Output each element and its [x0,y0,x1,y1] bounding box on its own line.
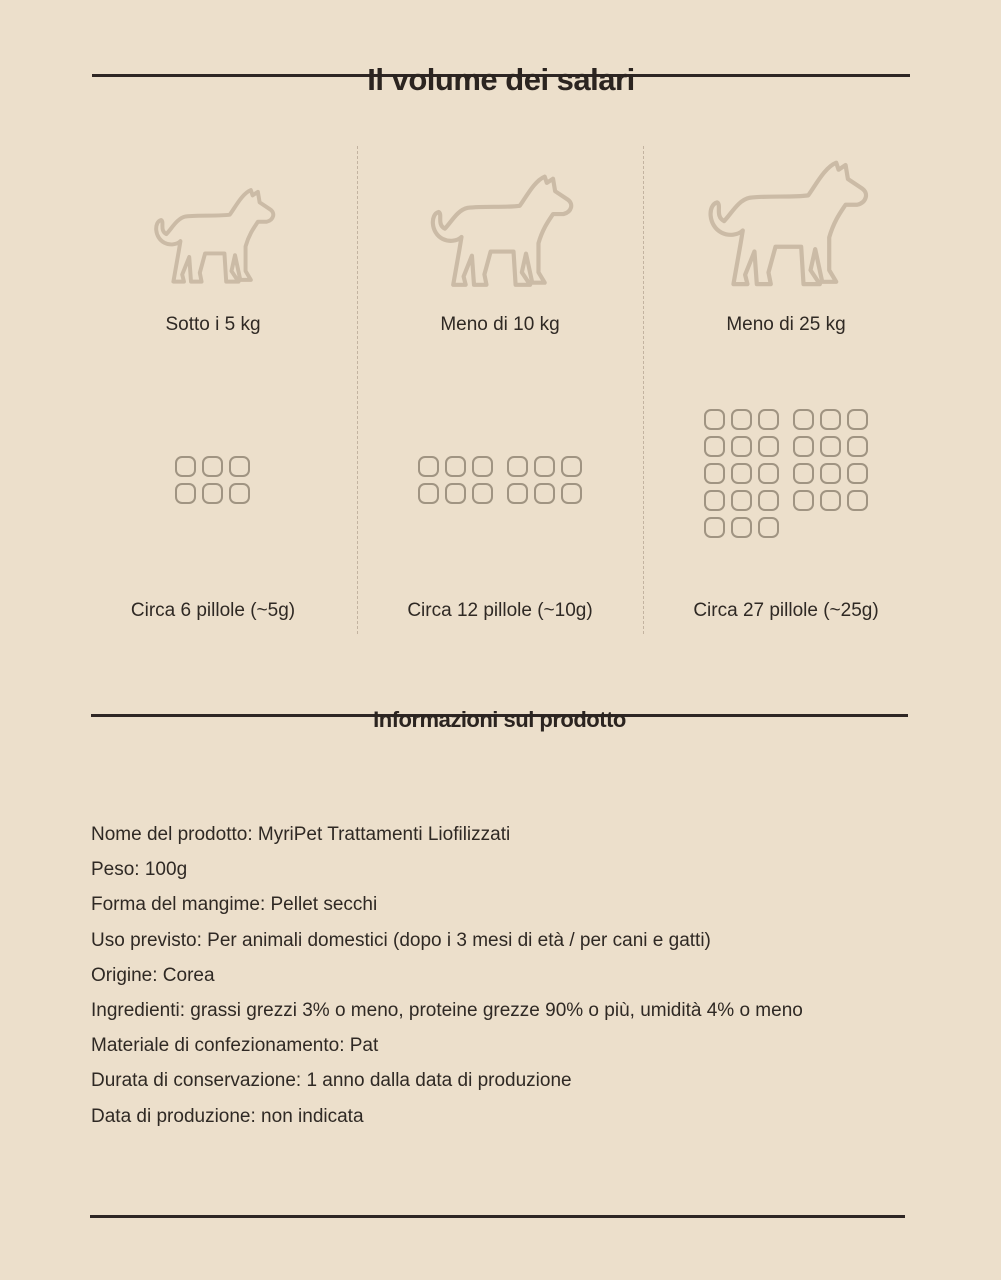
pill-icon [561,456,582,477]
dog-outline-icon [357,160,643,290]
pill-icon [418,456,439,477]
footer-rule [90,1215,905,1218]
pill-icon [847,490,868,511]
pill-count-label: Circa 12 pillole (~10g) [407,600,593,621]
pill-icon [847,463,868,484]
section-header-dosage [92,58,910,98]
pill-group [357,456,643,504]
pill-icon [175,483,196,504]
section-title: Il volume dei salari [367,62,635,97]
pill-icon [731,436,752,457]
pill-icon [731,463,752,484]
info-row-origin: Origine: Corea [91,964,215,986]
info-row-form: Forma del mangime: Pellet secchi [91,894,378,916]
pill-count-label: Circa 6 pillole (~5g) [130,600,296,621]
section-title: Informazioni sul prodotto [373,707,626,732]
info-row-weight: Peso: 100g [91,859,188,881]
pill-icon [704,490,725,511]
pill-icon [472,483,493,504]
pill-icon [472,456,493,477]
product-info-list [91,820,803,1137]
info-row-ingredients: Ingredienti: grassi grezzi 3% o meno, proteine grezze 90% o più, umidità 4% o meno [91,999,803,1021]
pill-icon [445,483,466,504]
pill-count-label: Circa 27 pillole (~25g) [693,600,879,621]
info-row-name: Nome del prodotto: MyriPet Trattamenti Liofilizzati [91,824,511,845]
pill-icon [731,517,752,538]
pill-icon [793,490,814,511]
pill-icon [758,436,779,457]
weight-label: Meno di 10 kg [440,314,560,335]
pill-icon [534,456,555,477]
pill-icon [793,436,814,457]
pill-icon [202,483,223,504]
dog-outline-icon [70,176,356,286]
pill-icon [229,483,250,504]
info-row-production-date: Data di produzione: non indicata [91,1105,364,1127]
pill-icon [793,409,814,430]
pill-icon [507,456,528,477]
pill-icon [445,456,466,477]
pill-icon [820,409,841,430]
pill-icon [758,463,779,484]
pill-icon [561,483,582,504]
info-row-shelf-life: Durata di conservazione: 1 anno dalla data di produzione [91,1070,572,1092]
pill-icon [229,456,250,477]
info-row-usage: Uso previsto: Per animali domestici (dopo i 3 mesi di età / per cani e gatti) [91,929,711,951]
pill-icon [758,490,779,511]
info-row-packaging: Materiale di confezionamento: Pat [91,1035,379,1057]
pill-group [70,456,356,504]
pill-icon [731,409,752,430]
section-header-product-info [91,700,908,736]
weight-label: Meno di 25 kg [726,314,846,335]
pill-icon [202,456,223,477]
dog-outline-icon [643,144,929,290]
pill-icon [847,409,868,430]
pill-icon [534,483,555,504]
pill-icon [704,517,725,538]
pill-icon [820,490,841,511]
pill-icon [507,483,528,504]
pill-icon [418,483,439,504]
pill-icon [704,463,725,484]
pill-icon [820,436,841,457]
pill-icon [704,409,725,430]
pill-icon [820,463,841,484]
pill-icon [731,490,752,511]
pill-icon [793,463,814,484]
pill-icon [758,409,779,430]
pill-group [643,409,929,538]
pill-icon [847,436,868,457]
weight-label: Sotto i 5 kg [165,314,261,335]
pill-icon [175,456,196,477]
pill-icon [758,517,779,538]
pill-icon [704,436,725,457]
